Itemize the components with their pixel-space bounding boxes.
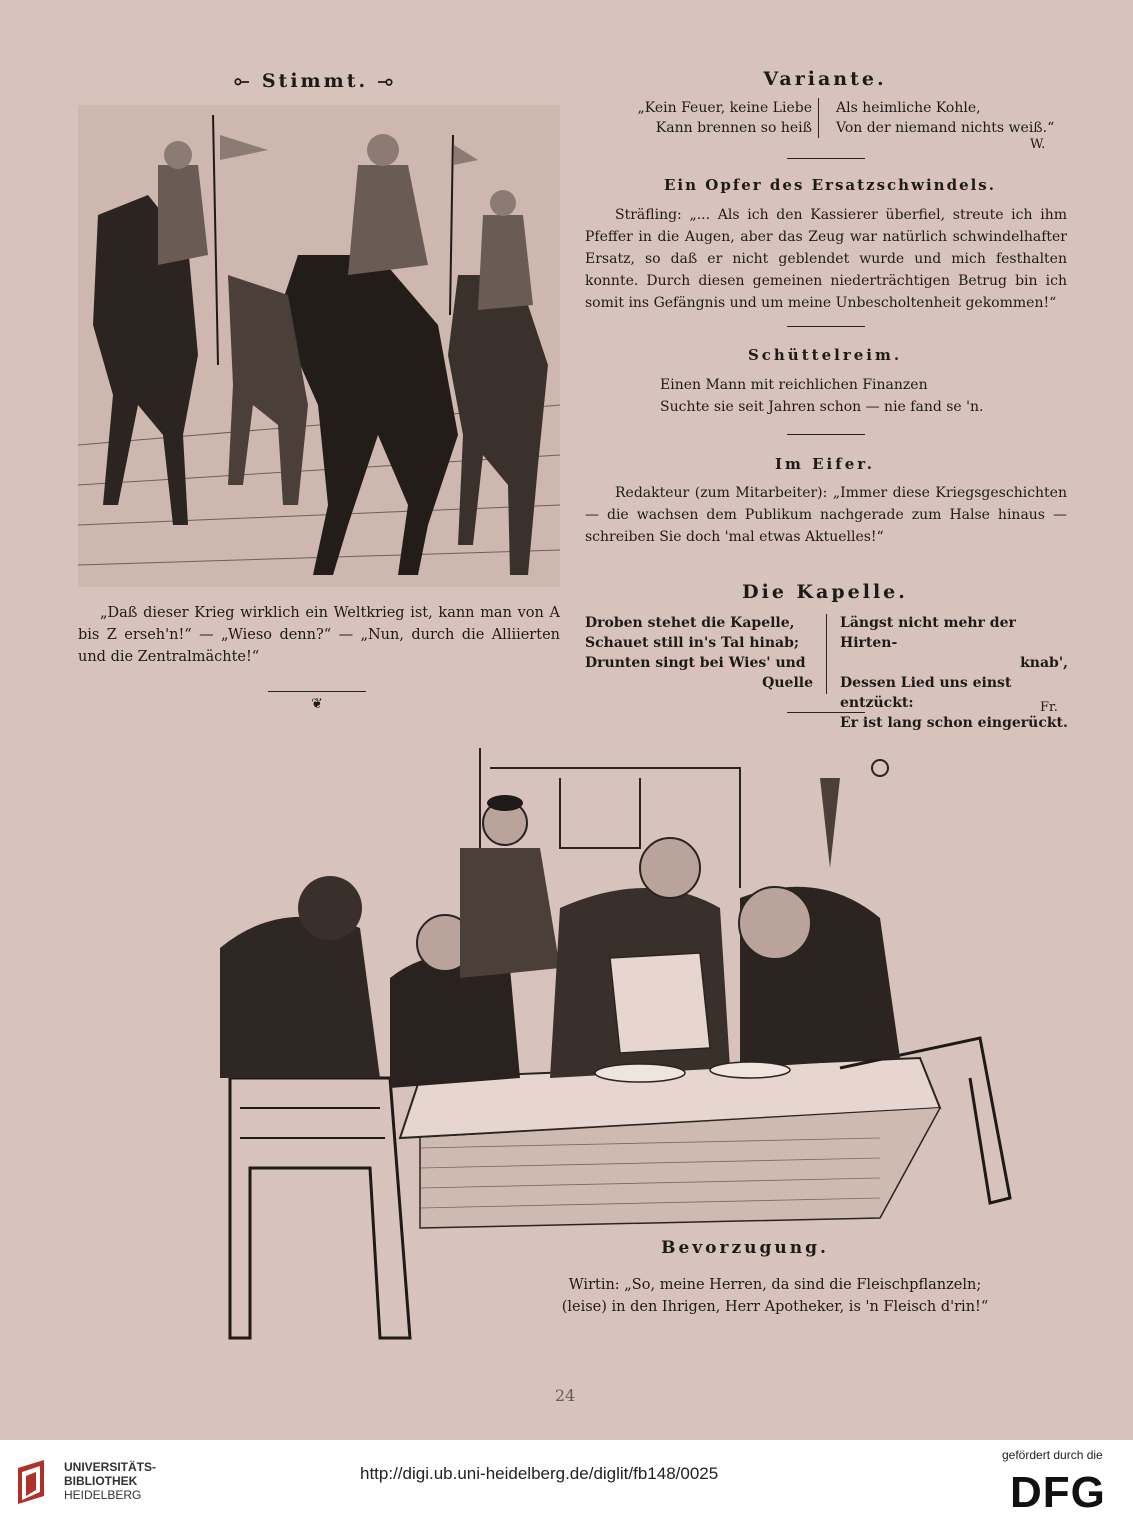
kapelle-divider (787, 712, 865, 713)
ornament-right: ⊸ (368, 70, 396, 92)
stimmt-divider (268, 691, 366, 692)
kapelle-left-line-2: Schauet still in's Tal hinab; (585, 635, 800, 651)
kapelle-title: Die Kapelle. (742, 581, 908, 603)
logo-line-1: UNIVERSITÄTS- (64, 1460, 157, 1474)
bevorzugung-line-2: (leise) in den Ihrigen, Herr Apotheker, is 'n Fleisch d'rin!“ (561, 1299, 989, 1315)
variante-signature: W. (1030, 137, 1046, 152)
page-number: 24 (554, 1386, 576, 1405)
source-url-link[interactable]: http://digi.ub.uni-heidelberg.de/diglit/fb148/0025 (360, 1464, 719, 1483)
eifer-title: Im Eifer. (775, 455, 875, 473)
variante-left-line-2: Kann brennen so heiß (655, 120, 812, 136)
opfer-title: Ein Opfer des Ersatzschwindels. (664, 176, 996, 194)
variante-column-rule (818, 98, 819, 138)
variante-divider (787, 158, 865, 159)
variante-right (836, 98, 1066, 138)
bevorzugung-line-1: Wirtin: „So, meine Herren, da sind die Fleischpflanzeln; (568, 1277, 982, 1293)
tavern-drawing (180, 748, 1020, 1348)
opfer-divider (787, 326, 865, 327)
eifer-text: Redakteur (zum Mitarbeiter): „Immer diese Kriegsgeschichten — die wachsen dem Publikum nachgerade zum Halse hinaus — schreiben Sie doch 'mal etwas Aktuelles!“ (585, 485, 1067, 545)
bevorzugung-title: Bevorzugung. (661, 1238, 829, 1258)
opfer-text: Sträfling: „... Als ich den Kassierer überfiel, streute ich ihm Pfeffer in die Augen, aber das Zeug war natürlich schwindelhafter Ersatz, so daß er nicht geblendet wurde und mich festhalten konnte. Durch diesen gemeinen niederträchtigen Betrug bin ich somit ins Gefängnis und um meine Unbescholtenheit gekommen!“ (585, 207, 1067, 311)
kapelle-left-line-1: Droben stehet die Kapelle, (585, 615, 795, 631)
variante-title: Variante. (763, 68, 887, 90)
funding-label: gefördert durch die (1002, 1448, 1103, 1462)
stimmt-title-text: Stimmt. (261, 70, 369, 92)
cavalry-drawing (78, 105, 560, 587)
variante-left (597, 98, 812, 138)
variante-right-line-2: Von der niemand nichts weiß.“ (836, 120, 1055, 136)
kapelle-left (585, 613, 813, 693)
university-logo-text (64, 1460, 156, 1502)
variante-right-line-1: Als heimliche Kohle, (836, 100, 981, 116)
footer-bar (0, 1440, 1133, 1524)
tavern-illustration (180, 748, 1020, 1348)
ornament-left: ⟜ (234, 70, 262, 92)
university-logo-icon (14, 1458, 52, 1508)
schuettelreim-divider (787, 434, 865, 435)
schuettelreim-line-1: Einen Mann mit reichlichen Finanzen (660, 377, 928, 393)
kapelle-signature: Fr. (1040, 700, 1058, 715)
ornament-flourish-icon: ❦ (311, 696, 323, 712)
cavalry-illustration (78, 105, 560, 587)
kapelle-right-line-1: Längst nicht mehr der Hirten- (840, 615, 1016, 651)
variante-left-line-1: „Kein Feuer, keine Liebe (637, 100, 812, 116)
kapelle-right-line-3: Dessen Lied uns einst entzückt: (840, 675, 1012, 711)
schuettelreim-lines (660, 374, 1060, 418)
kapelle-left-line-4: Quelle (762, 675, 813, 691)
logo-line-2: BIBLIOTHEK (64, 1474, 138, 1488)
schuettelreim-line-2: Suchte sie seit Jahren schon — nie fand se 'n. (660, 399, 984, 415)
kapelle-right-line-4: Er ist lang schon eingerückt. (840, 715, 1068, 731)
logo-line-3: HEIDELBERG (64, 1488, 142, 1502)
dfg-logo: DFG (1010, 1468, 1106, 1517)
bevorzugung-caption (520, 1274, 1030, 1318)
stimmt-title (220, 70, 410, 92)
schuettelreim-title: Schüttelreim. (747, 346, 903, 364)
kapelle-column-rule (826, 614, 827, 694)
kapelle-left-line-3: Drunten singt bei Wies' und (585, 655, 806, 671)
kapelle-right-line-2: knab', (1020, 655, 1068, 671)
kapelle-right (840, 613, 1068, 733)
stimmt-caption: „Daß dieser Krieg wirklich ein Weltkrieg ist, kann man von A bis Z erseh'n!“ — „Wieso denn?“ — „Nun, durch die Alliierten und die Zentralmächte!“ (78, 605, 560, 665)
